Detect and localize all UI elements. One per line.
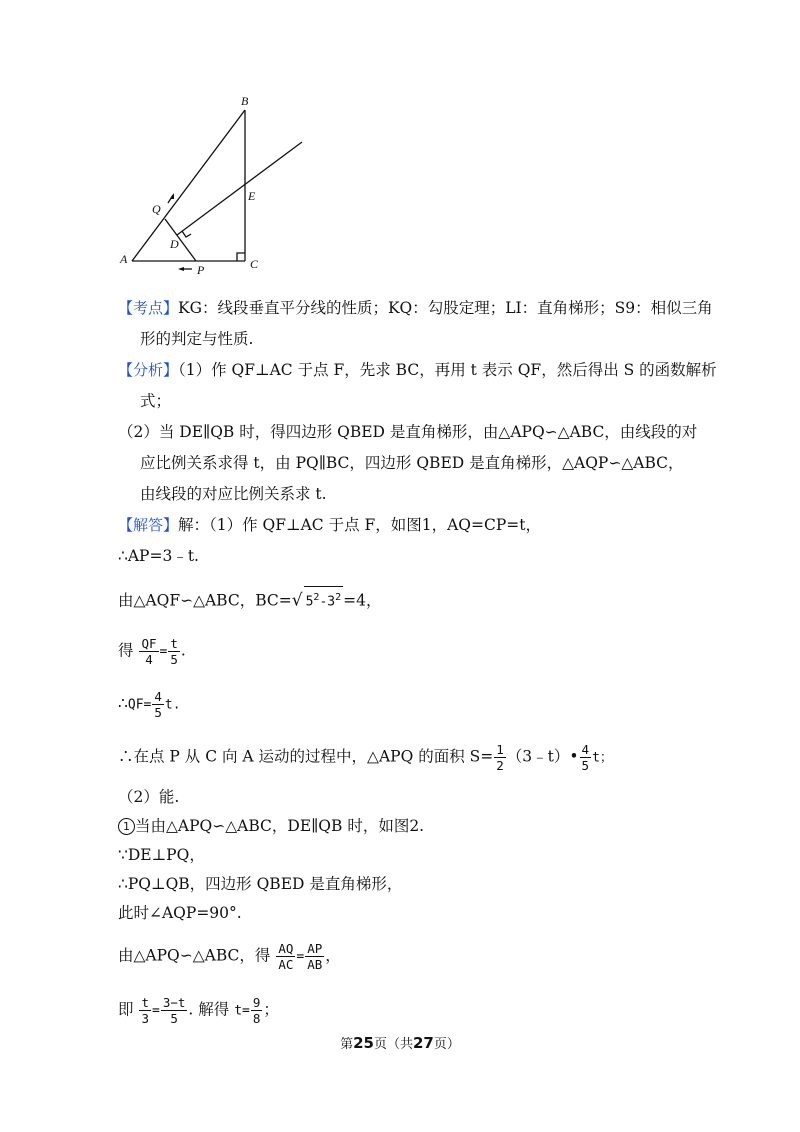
label-b: B	[241, 94, 249, 108]
fraction-1-2: $\frac{1}{2}$	[496, 742, 504, 773]
ray-de	[177, 142, 302, 235]
fenxi-line-3: （2）当 DE∥QB 时，得四边形 QBED 是直角梯形，由△APQ∽△ABC，由线段的对	[118, 423, 698, 441]
kaodian-tag: 【考点】	[118, 299, 179, 317]
fraction-t-5: $\frac{t}{5}$	[170, 636, 178, 667]
right-angle-d	[182, 231, 191, 237]
label-a: A	[120, 252, 128, 266]
jieda-line-11: 此时∠AQP=90°.	[118, 904, 242, 922]
jieda-line-8: 1 当由△APQ∽△ABC，DE∥QB 时，如图2.	[118, 815, 424, 837]
jieda-line-9: ∵DE⊥PQ，	[118, 846, 205, 864]
label-e: E	[248, 189, 256, 203]
kaodian-line-1: 【考点】KG：线段垂直平分线的性质；KQ：勾股定理；LI：直角梯形；S9：相似三角	[118, 299, 713, 317]
kaodian-line-2: 形的判定与性质.	[140, 330, 254, 348]
fraction-t-3: $\frac{t}{3}$	[141, 995, 149, 1026]
jieda-line-6: ∴在点 P 从 C 向 A 运动的过程中，△APQ 的面积 S= $\frac{1}{2}$ （3﹣t）• $\frac{4}{5}$ t；	[118, 742, 613, 773]
right-angle-c	[237, 253, 245, 261]
label-p: P	[197, 263, 205, 277]
fenxi-line-5: 由线段的对应比例关系求 t.	[140, 485, 327, 503]
circled-number: 1	[118, 818, 135, 835]
jieda-line-7: （2）能.	[118, 788, 180, 806]
sqrt-body: $5^2-3^2$	[304, 586, 344, 613]
fraction-aq-ac: $\frac{AQ}{AC}$	[278, 941, 294, 972]
jieda-line-2: ∴AP=3﹣t.	[118, 547, 199, 565]
label-d: D	[170, 237, 179, 251]
fraction-ap-ab: $\frac{AP}{AB}$	[307, 941, 323, 972]
fraction-3t-5: $\frac{3-t}{5}$	[162, 995, 186, 1026]
geometry-figure	[118, 92, 310, 278]
page-footer: 第25页（共27页）	[340, 1034, 460, 1052]
page-number: 25	[353, 1034, 374, 1052]
fenxi-line-1: 【分析】（1）作 QF⊥AC 于点 F，先求 BC，再用 t 表示 QF，然后得出 S 的函数解析	[118, 361, 717, 379]
jieda-tag: 【解答】	[118, 516, 179, 534]
jieda-line-12: 由△APQ∽△ABC，得 $\frac{AQ}{AC}$ = $\frac{AP}{AB}$ ，	[118, 941, 341, 972]
fenxi-line-4: 应比例关系求得 t，由 PQ∥BC，四边形 QBED 是直角梯形，△AQP∽△ABC，	[140, 454, 684, 472]
arrow-p-head	[178, 267, 184, 271]
label-q: Q	[152, 202, 161, 216]
sqrt-symbol: √	[291, 590, 303, 611]
fenxi-line-2: 式；	[140, 392, 172, 410]
fenxi-tag: 【分析】	[118, 361, 179, 379]
page-total: 27	[413, 1034, 434, 1052]
segment-ab	[132, 110, 245, 261]
jieda-line-5: ∴QF= $\frac{4}{5}$ t.	[118, 689, 181, 720]
fraction-4-5-b: $\frac{4}{5}$	[581, 742, 590, 773]
jieda-line-3: 由△AQF∽△ABC，BC=√ $5^2-3^2 =4$，	[118, 586, 382, 613]
fraction-qf-4: $\frac{QF}{4}$	[141, 636, 157, 667]
label-c: C	[250, 257, 259, 271]
jieda-line-13: 即 $\frac{t}{3}$ = $\frac{3-t}{5}$ . 解得 t= $\frac{9}{8}$ ；	[118, 995, 279, 1026]
jieda-line-1: 【解答】解：（1）作 QF⊥AC 于点 F，如图1，AQ=CP=t，	[118, 516, 542, 534]
fraction-4-5: $\frac{4}{5}$	[154, 689, 162, 720]
fraction-9-8: $\frac{9}{8}$	[252, 995, 261, 1026]
jieda-line-4: 得 $\frac{QF}{4}$ = $\frac{t}{5}$ .	[118, 636, 186, 667]
arrow-q-head	[170, 193, 174, 199]
jieda-line-10: ∴PQ⊥QB，四边形 QBED 是直角梯形，	[118, 875, 403, 893]
